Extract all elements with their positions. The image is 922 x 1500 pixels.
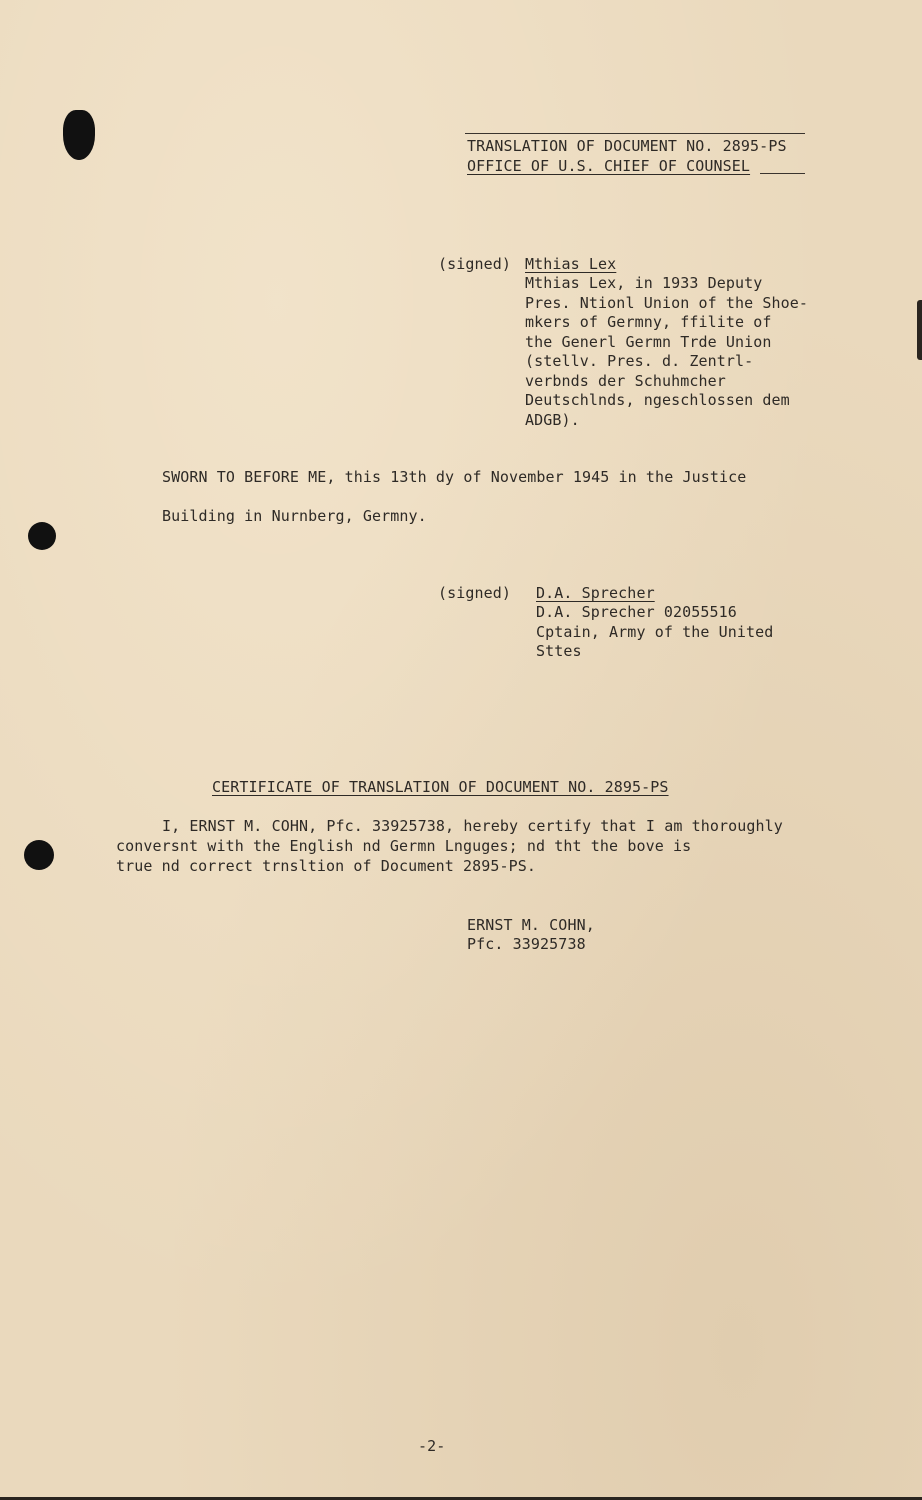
page-edge-mark xyxy=(917,300,922,360)
punch-hole-middle xyxy=(28,522,56,550)
signed-label-2: (signed) xyxy=(438,584,512,602)
certificate-line-2: conversnt with the English nd Germn Lnguges; nd tht the bove is xyxy=(116,837,701,855)
signature2-line: D.A. Sprecher 02055516 xyxy=(536,603,737,621)
signature2-line: Sttes xyxy=(536,642,582,660)
punch-hole-top xyxy=(63,110,95,160)
page-number: -2- xyxy=(418,1437,446,1455)
signature1-line: Mthias Lex, in 1933 Deputy xyxy=(525,274,763,292)
signature1-line: Pres. Ntionl Union of the Shoe- xyxy=(525,293,809,312)
signoff-rank: Pfc. 33925738 xyxy=(467,935,586,953)
certificate-line-3: true nd correct trnsltion of Document 2895-PS. xyxy=(116,857,537,875)
header-line-1: TRANSLATION OF DOCUMENT NO. 2895-PS xyxy=(467,137,787,155)
sworn-line-2: Building in Nurnberg, Germny. xyxy=(162,507,427,525)
signature1-line: mkers of Germny, ffilite of xyxy=(525,313,772,331)
header-line-2: OFFICE OF U.S. CHIEF OF COUNSEL xyxy=(467,157,751,175)
signed-label-1: (signed) xyxy=(438,255,512,273)
header-bottom-rule xyxy=(760,173,805,174)
header-top-rule xyxy=(465,133,805,134)
signature1-line: verbnds der Schuhmcher xyxy=(525,371,726,390)
certificate-title: CERTIFICATE OF TRANSLATION OF DOCUMENT NO. 2895-PS xyxy=(212,778,669,796)
signature1-line: the Generl Germn Trde Union xyxy=(525,332,772,351)
signature1-line: ADGB). xyxy=(525,410,580,429)
signature2-line: Cptain, Army of the United xyxy=(536,622,774,641)
signature-name-1: Mthias Lex xyxy=(525,255,617,273)
punch-hole-lower xyxy=(24,840,54,870)
signoff-name: ERNST M. COHN, xyxy=(467,916,595,934)
signature1-line: Deutschlnds, ngeschlossen dem xyxy=(525,391,790,409)
certificate-line-1: I, ERNST M. COHN, Pfc. 33925738, hereby certify that I am thoroughly xyxy=(162,817,783,835)
signature1-line: (stellv. Pres. d. Zentrl- xyxy=(525,352,754,370)
sworn-line-1: SWORN TO BEFORE ME, this 13th dy of November 1945 in the Justice xyxy=(162,468,747,486)
signature-name-2: D.A. Sprecher xyxy=(536,584,655,602)
